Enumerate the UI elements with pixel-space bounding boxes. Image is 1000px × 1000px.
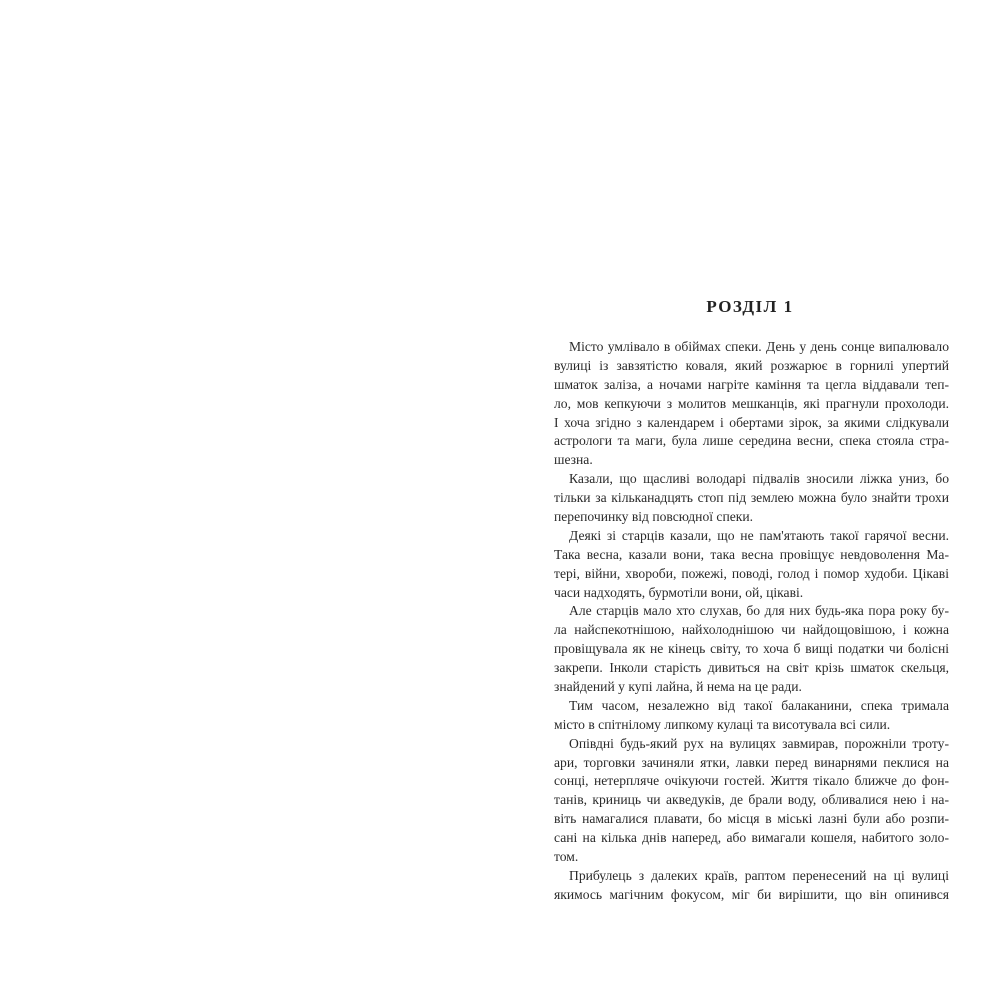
text-line: закрепи. Інколи старість дивиться на світ крізь шматок скельця, [554, 660, 949, 676]
text-line: Прибулець з далеких країв, раптом перенесений на ці вулиці [569, 867, 949, 883]
text-line: знайдений у купі лайна, й нема на це ради. [554, 679, 802, 695]
chapter-body-text [554, 338, 949, 905]
text-line: танів, криниць чи акведуків, де брали воду, обливалися нею і на- [554, 792, 949, 808]
text-line: якимось магічним фокусом, міг би вирішити, що він опинився [554, 886, 949, 902]
text-line: шматок заліза, а ночами нагріте каміння та цегла віддавали теп- [554, 376, 949, 392]
text-line: Казали, що щасливі володарі підвалів зносили ліжка униз, бо [569, 471, 949, 487]
text-line: Така весна, казали вони, така весна провіщує невдоволення Ма- [554, 546, 949, 562]
right-book-page [500, 0, 1000, 1000]
text-line: ла найспекотнішою, найхолоднішою чи найдощовішою, і кожна [554, 622, 949, 638]
text-line: провіщувала як не кінець світу, то хоча б вищі податки чи болісні [554, 641, 949, 657]
text-line: Тим часом, незалежно від такої балаканини, спека тримала [569, 697, 949, 713]
text-line: Але старців мало хто слухав, бо для них будь-яка пора року бу- [569, 603, 949, 619]
text-line: Опівдні будь-який рух на вулицях завмирав, порожніли троту- [569, 735, 949, 751]
text-line: І хоча згідно з календарем і обертами зірок, за якими слідкували [554, 414, 949, 430]
chapter-title: РОЗДІЛ 1 [706, 297, 794, 316]
text-line: місто в спітнілому липкому кулаці та висотувала всі сили. [554, 716, 891, 732]
text-line: сані на кілька днів наперед, або вимагали кошеля, набитого золо- [554, 830, 949, 846]
text-line: тері, війни, хвороби, пожежі, поводі, голод і помор худоби. Цікаві [554, 565, 949, 581]
text-line: том. [554, 849, 579, 865]
text-line: сонці, нетерпляче очікуючи гостей. Життя тікало ближче до фон- [554, 773, 949, 789]
text-line: часи надходять, бурмотіли вони, ой, цікаві. [554, 584, 804, 600]
text-line: астрологи та маги, була лише середина весни, спека стояла стра- [554, 433, 949, 449]
text-line: тільки за кільканадцять стоп під землею можна було знайти трохи [554, 490, 949, 506]
text-line: шезна. [554, 452, 593, 468]
text-line: вулиці із завзятістю коваля, який розжарює в горнилі упертий [554, 357, 949, 373]
text-line: віть намагалися плавати, бо місця в міські лазні були або розпи- [554, 811, 949, 827]
text-line: Місто умлівало в обіймах спеки. День у день сонце випалювало [569, 339, 949, 354]
text-line: Деякі зі старців казали, що не пам'ятають такої гарячої весни. [569, 527, 949, 543]
text-line: ло, мов кепкуючи з молитов мешканців, які прагнули прохолоди. [554, 395, 949, 411]
text-line: перепочинку від повсюдної спеки. [554, 509, 754, 525]
text-line: ари, торговки зачиняли ятки, лавки перед винарнями пеклися на [554, 754, 949, 770]
